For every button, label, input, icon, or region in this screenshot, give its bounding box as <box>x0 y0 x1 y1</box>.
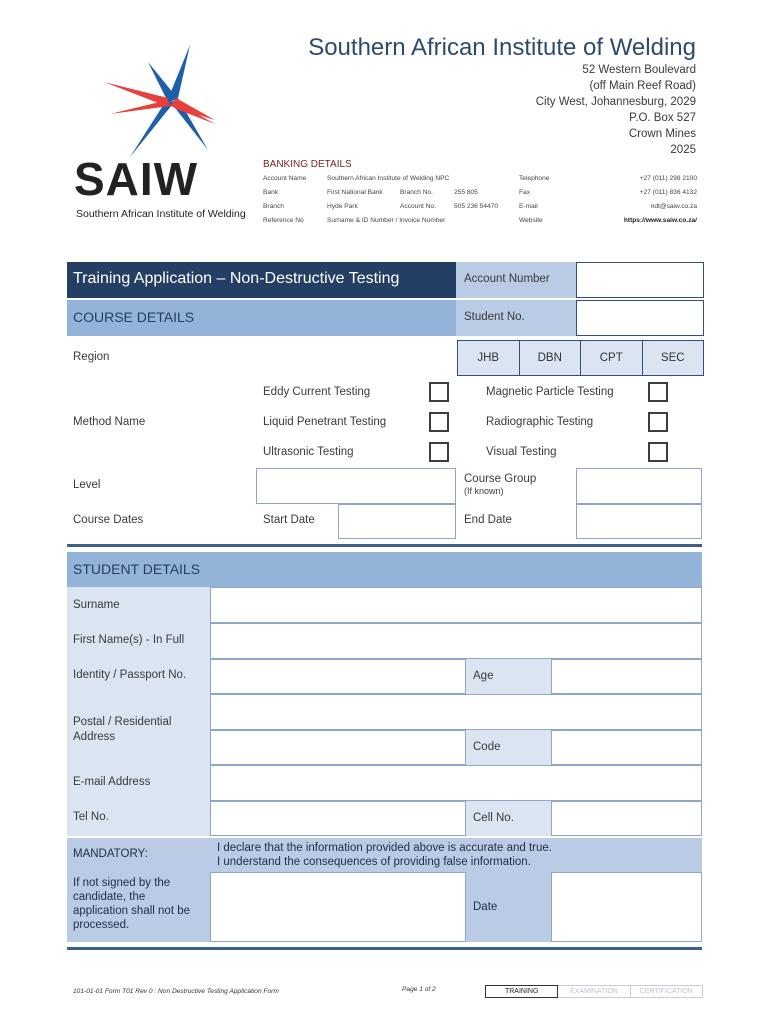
region-label: Region <box>73 351 110 363</box>
email-input[interactable] <box>210 765 702 801</box>
saiw-logo <box>70 42 255 224</box>
form-title: Training Application – Non-Destructive Testing <box>73 270 400 287</box>
org-title: Southern African Institute of Welding <box>308 34 696 61</box>
bank-field-label: Account Name <box>263 175 307 182</box>
address-label-line: Postal / Residential <box>73 716 172 728</box>
date-label <box>466 872 551 942</box>
bank-contact-label: Website <box>519 217 543 224</box>
first-names-label: First Name(s) - In Full <box>73 634 185 646</box>
method-magnetic-particle-label: Magnetic Particle Testing <box>486 386 614 398</box>
student-details-header <box>67 552 702 587</box>
level-input[interactable] <box>256 468 456 504</box>
course-details-header <box>67 300 456 336</box>
declaration-line: I declare that the information provided above is accurate and true. <box>217 842 552 854</box>
first-names-input[interactable] <box>210 623 702 659</box>
bank-field-value: First National Bank <box>327 189 383 196</box>
visual-checkbox[interactable] <box>648 442 668 462</box>
age-label <box>466 659 551 694</box>
student-no-input[interactable] <box>576 300 704 336</box>
footer-page-number: Page 1 of 2 <box>402 986 436 993</box>
signature-note-line: If not signed by the <box>73 877 171 889</box>
course-group-note: (If known) <box>464 486 504 496</box>
method-liquid-penetrant-label: Liquid Penetrant Testing <box>263 416 387 428</box>
level-label: Level <box>73 479 101 491</box>
banking-heading: BANKING DETAILS <box>263 159 352 170</box>
bank-contact-label: Fax <box>519 189 530 196</box>
region-selector <box>457 340 704 376</box>
method-radiographic-label: Radiographic Testing <box>486 416 594 428</box>
code-label <box>466 730 551 765</box>
surname-input[interactable] <box>210 587 702 623</box>
region-option-jhb[interactable]: JHB <box>457 340 520 376</box>
address-line-2-input[interactable] <box>210 730 466 765</box>
region-option-cpt[interactable]: CPT <box>581 340 643 376</box>
bank-field-label: Branch No. <box>400 189 433 196</box>
eddy-current-checkbox[interactable] <box>429 382 449 402</box>
mandatory-label: MANDATORY: <box>73 848 148 860</box>
start-date-input[interactable] <box>338 504 456 539</box>
footer-tab-certification: CERTIFICATION <box>631 985 703 998</box>
region-option-sec[interactable]: SEC <box>643 340 705 376</box>
footer-tab-training: TRAINING <box>485 985 558 998</box>
method-name-label: Method Name <box>73 416 146 428</box>
course-dates-label: Course Dates <box>73 514 144 526</box>
student-no-text: Student No. <box>464 311 525 323</box>
radiographic-checkbox[interactable] <box>648 412 668 432</box>
address-line: (off Main Reef Road) <box>589 80 696 92</box>
banking-row <box>263 203 697 215</box>
footer-tabs <box>485 985 703 998</box>
method-ultrasonic-label: Ultrasonic Testing <box>263 446 354 458</box>
signature-date-input[interactable] <box>551 872 702 942</box>
logo-wordmark: SAIW <box>74 153 199 205</box>
region-option-dbn[interactable]: DBN <box>520 340 582 376</box>
bank-field-label: Branch <box>263 203 284 210</box>
email-label: E-mail Address <box>73 776 151 788</box>
code-text: Code <box>473 741 501 753</box>
signature-note <box>73 876 190 932</box>
bank-contact-label: Telephone <box>519 175 550 182</box>
student-no-label <box>456 300 576 336</box>
student-label-column <box>67 587 210 836</box>
address-label-line: Address <box>73 731 116 743</box>
date-text: Date <box>473 901 498 913</box>
age-text: Age <box>473 670 494 682</box>
bank-field-value: 255 805 <box>454 189 478 196</box>
logo-subtitle: Southern African Institute of Welding <box>76 208 246 220</box>
email-link[interactable]: ndt@saiw.co.za <box>650 203 697 210</box>
magnetic-particle-checkbox[interactable] <box>648 382 668 402</box>
course-details-heading: COURSE DETAILS <box>73 309 195 325</box>
start-date-label: Start Date <box>263 514 315 526</box>
org-address <box>536 62 696 158</box>
cell-text: Cell No. <box>473 812 514 824</box>
end-date-input[interactable] <box>576 504 702 539</box>
signature-note-line: processed. <box>73 919 130 931</box>
cell-label <box>466 801 551 836</box>
banking-row <box>263 175 697 187</box>
bank-field-label: Bank <box>263 189 279 196</box>
address-line: 52 Western Boulevard <box>582 64 696 76</box>
end-date-label: End Date <box>464 514 512 526</box>
address-line: Crown Mines <box>628 128 696 140</box>
course-group-label <box>464 473 536 496</box>
star-logo-icon <box>70 42 255 157</box>
course-group-input[interactable] <box>576 468 702 504</box>
account-number-text: Account Number <box>464 273 550 285</box>
bank-field-label: Reference No <box>263 217 304 224</box>
bank-field-value: Surname & ID Number / Invoice Number <box>327 217 446 224</box>
bank-field-value: Southern African Institute of Welding NPC <box>327 175 450 182</box>
signature-note-line: application shall not be <box>73 905 190 917</box>
bank-field-label: Account No. <box>400 203 436 210</box>
tel-label: Tel No. <box>73 811 109 823</box>
address-line: P.O. Box 527 <box>629 112 696 124</box>
cell-input[interactable] <box>551 801 702 836</box>
id-passport-input[interactable] <box>210 659 466 694</box>
course-group-text: Course Group <box>464 473 537 485</box>
code-input[interactable] <box>551 730 702 765</box>
address-line: City West, Johannesburg, 2029 <box>535 96 696 108</box>
bank-contact-value: +27 (011) 298 2100 <box>639 175 697 182</box>
banking-details-table <box>263 175 697 230</box>
footer-tab-examination: EXAMINATION <box>558 985 630 998</box>
method-eddy-current-label: Eddy Current Testing <box>263 386 371 398</box>
signature-note-line: candidate, the <box>73 891 146 903</box>
form-title-bar <box>67 262 456 298</box>
declaration-box <box>210 838 702 872</box>
bank-field-value: Hyde Park <box>327 203 358 210</box>
banking-row <box>263 217 697 229</box>
student-details-heading: STUDENT DETAILS <box>73 561 201 577</box>
signature-input[interactable] <box>210 872 466 942</box>
bank-contact-value: +27 (011) 836 4132 <box>639 189 697 196</box>
banking-row <box>263 189 697 201</box>
section-divider <box>67 544 702 547</box>
address-line-1-input[interactable] <box>210 694 702 730</box>
bank-field-value: 505 236 54470 <box>454 203 499 210</box>
website-link[interactable]: https://www.saiw.co.za/ <box>623 217 697 224</box>
declaration-line: I understand the consequences of providing false information. <box>217 856 531 868</box>
ultrasonic-checkbox[interactable] <box>429 442 449 462</box>
age-input[interactable] <box>551 659 702 694</box>
bank-contact-label: E-mail <box>519 203 538 210</box>
id-passport-label: Identity / Passport No. <box>73 669 187 681</box>
liquid-penetrant-checkbox[interactable] <box>429 412 449 432</box>
tel-input[interactable] <box>210 801 466 836</box>
address-line: 2025 <box>670 144 696 156</box>
account-number-label <box>456 262 576 298</box>
account-number-input[interactable] <box>576 262 704 298</box>
method-visual-label: Visual Testing <box>486 446 557 458</box>
footer-form-reference: 101-01-01 Form T01 Rev 0 : Non Destructive Testing Application Form <box>73 988 279 995</box>
address-label <box>73 715 171 745</box>
bottom-divider <box>67 947 702 950</box>
surname-label: Surname <box>73 599 120 611</box>
